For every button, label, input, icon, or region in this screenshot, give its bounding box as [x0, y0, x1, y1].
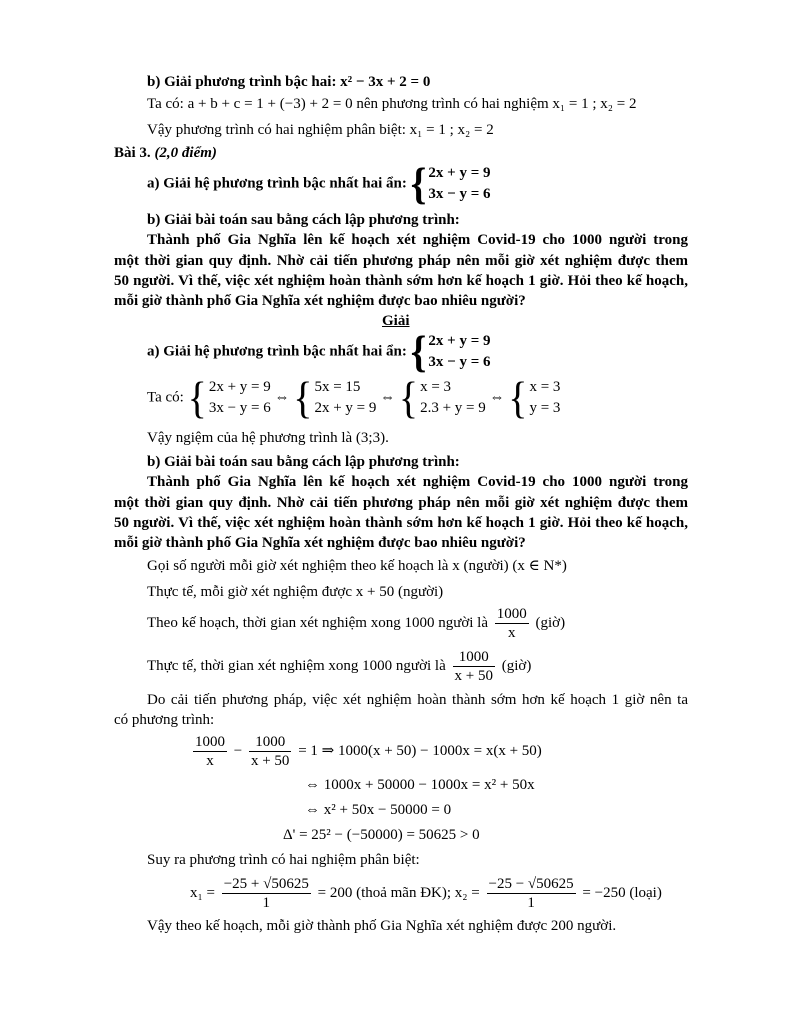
actual-time	[147, 646, 531, 686]
system-row-2: 3x − y = 6	[428, 354, 491, 370]
vieta-line: Ta có: a + b + c = 1 + (−3) + 2 = 0 nên phương trình có hai nghiệm x₁ = 1 ; x₂ = 2	[147, 96, 637, 112]
roots-line	[190, 873, 662, 913]
numerator: −25 − √50625	[488, 876, 574, 893]
planned-time-text: Theo kế hoạch, thời gian xét nghiệm xong 1000 người là	[147, 615, 489, 631]
solving-chain	[147, 372, 561, 423]
denominator: x	[508, 625, 516, 642]
denominator: x	[206, 753, 214, 770]
part-a-label: a) Giải hệ phương trình bậc nhất hai ẩn:	[147, 175, 407, 192]
part-a-label-repeat: a) Giải hệ phương trình bậc nhất hai ẩn:	[147, 343, 407, 360]
equivalence-symbol: ⇔	[489, 389, 505, 406]
numerator: 1000	[249, 733, 291, 752]
final-answer: Vậy theo kế hoạch, mỗi giờ thành phố Gia Nghĩa xét nghiệm được 200 người.	[147, 918, 617, 934]
equivalence-symbol: ⇔	[380, 389, 396, 406]
numerator: −25 + √50625	[223, 876, 309, 893]
problem-line-2-repeat: một thời gian quy định. Nhờ cải tiến phương pháp nên mỗi giờ xét nghiệm được them	[114, 495, 688, 511]
unit-hours: (giờ)	[535, 615, 566, 631]
equation-system-repeat	[410, 326, 491, 377]
fraction-lhs-2	[249, 733, 291, 770]
conclusion-quadratic: Vậy phương trình có hai nghiệm phân biệt: x₁ = 1 ; x₂ = 2	[147, 122, 494, 138]
equation-1	[190, 731, 542, 771]
root-1-label: x₁ =	[190, 885, 215, 901]
numerator: 1000	[453, 648, 495, 667]
system-step-2	[293, 372, 377, 423]
root-2-value: = −250 (loại)	[582, 885, 662, 901]
root-1-fraction	[222, 875, 311, 912]
exercise-3-heading	[114, 143, 217, 163]
problem-line-3: 50 người. Vì thế, việc xét nghiệm hoàn thành sớm hơn kế hoạch 1 giờ. Hỏi theo kế hoạch,	[114, 273, 688, 289]
part-b2-heading: b) Giải bài toán sau bằng cách lập phương trình:	[147, 212, 460, 228]
unit-hours: (giờ)	[501, 658, 532, 674]
equation-system	[410, 158, 491, 209]
brace-icon: {	[187, 372, 207, 423]
root-1-value: = 200 (thoả mãn ĐK);	[317, 885, 452, 901]
system-row-2: 3x − y = 6	[428, 186, 491, 202]
denominator: x + 50	[454, 668, 493, 685]
step-3-row-1: x = 3	[420, 379, 452, 395]
problem-line-4-repeat: mỗi giờ thành phố Gia Nghĩa xét nghiệm được bao nhiêu người?	[114, 535, 526, 551]
part-b-heading: b) Giải phương trình bậc hai: x² − 3x + 2 = 0	[147, 74, 431, 90]
minus-sign: −	[233, 743, 243, 759]
root-2-label: x₂ =	[454, 885, 480, 901]
part-a-heading-repeat	[147, 326, 491, 377]
discriminant: Δ' = 25² − (−50000) = 50625 > 0	[283, 827, 480, 843]
actual-time-text: Thực tế, thời gian xét nghiệm xong 1000 người là	[147, 658, 446, 674]
part-a-heading	[147, 158, 491, 209]
denominator: 1	[262, 895, 271, 912]
problem-line-1-repeat: Thành phố Gia Nghĩa lên kế hoạch xét nghiệm Covid-19 cho 1000 người trong	[147, 474, 688, 490]
actual-rate: Thực tế, mỗi giờ xét nghiệm được x + 50 (người)	[147, 584, 444, 600]
fraction-lhs-1	[193, 733, 227, 770]
problem-line-4: mỗi giờ thành phố Gia Nghĩa xét nghiệm được bao nhiêu người?	[114, 293, 526, 309]
fraction-1000-over-x-plus-50	[453, 648, 495, 685]
planned-time	[147, 603, 565, 643]
root-2-fraction	[487, 875, 576, 912]
step-4-row-2: y = 3	[529, 400, 561, 416]
system-row-1: 2x + y = 9	[428, 333, 491, 349]
system-step-3	[398, 372, 486, 423]
exercise-3-points: (2,0 điểm)	[154, 145, 217, 161]
roots-intro: Suy ra phương trình có hai nghiệm phân biệt:	[147, 852, 420, 868]
reasoning-line-2: có phương trình:	[114, 712, 215, 728]
step-2-row-1: 5x = 15	[314, 379, 361, 395]
denominator: x + 50	[250, 753, 290, 770]
problem-line-1: Thành phố Gia Nghĩa lên kế hoạch xét nghiệm Covid-19 cho 1000 người trong	[147, 232, 688, 248]
system-conclusion: Vậy ngiệm của hệ phương trình là (3;3).	[147, 430, 389, 446]
system-step-4	[508, 372, 561, 423]
problem-line-2: một thời gian quy định. Nhờ cải tiến phương pháp nên mỗi giờ xét nghiệm được them	[114, 253, 688, 269]
brace-icon: {	[410, 158, 427, 209]
equation-2: ⇔ 1000x + 50000 − 1000x = x² + 50x	[305, 777, 535, 793]
solution-title: Giải	[382, 313, 410, 329]
step-1-row-2: 3x − y = 6	[208, 400, 271, 416]
equation-1-rest: = 1 ⇒ 1000(x + 50) − 1000x = x(x + 50)	[298, 743, 542, 759]
exercise-3-label: Bài 3.	[114, 145, 151, 161]
equivalence-symbol: ⇔	[274, 389, 290, 406]
denominator: 1	[527, 895, 535, 912]
system-row-1: 2x + y = 9	[428, 165, 491, 181]
brace-icon: {	[398, 372, 419, 423]
step-3-row-2: 2.3 + y = 9	[420, 400, 486, 416]
numerator: 1000	[496, 606, 527, 623]
solving-label: Ta có:	[147, 389, 184, 406]
system-step-1	[187, 372, 271, 423]
brace-icon: {	[508, 372, 528, 423]
variable-definition: Gọi số người mỗi giờ xét nghiệm theo kế hoạch là x (người) (x ∈ N*)	[147, 558, 567, 574]
reasoning-line-1: Do cải tiến phương pháp, việc xét nghiệm hoàn thành sớm hơn kế hoạch 1 giờ nên ta	[147, 692, 688, 708]
fraction-1000-over-x	[495, 605, 529, 642]
numerator: 1000	[195, 734, 225, 751]
part-b2-heading-repeat: b) Giải bài toán sau bằng cách lập phương trình:	[147, 454, 460, 470]
brace-icon: {	[410, 326, 427, 377]
problem-line-3-repeat: 50 người. Vì thế, việc xét nghiệm hoàn thành sớm hơn kế hoạch 1 giờ. Hỏi theo kế hoạch,	[114, 515, 688, 531]
equation-3: ⇔ x² + 50x − 50000 = 0	[305, 802, 452, 818]
step-1-row-1: 2x + y = 9	[208, 379, 271, 395]
step-2-row-2: 2x + y = 9	[314, 400, 377, 416]
brace-icon: {	[293, 372, 313, 423]
step-4-row-1: x = 3	[529, 379, 561, 395]
